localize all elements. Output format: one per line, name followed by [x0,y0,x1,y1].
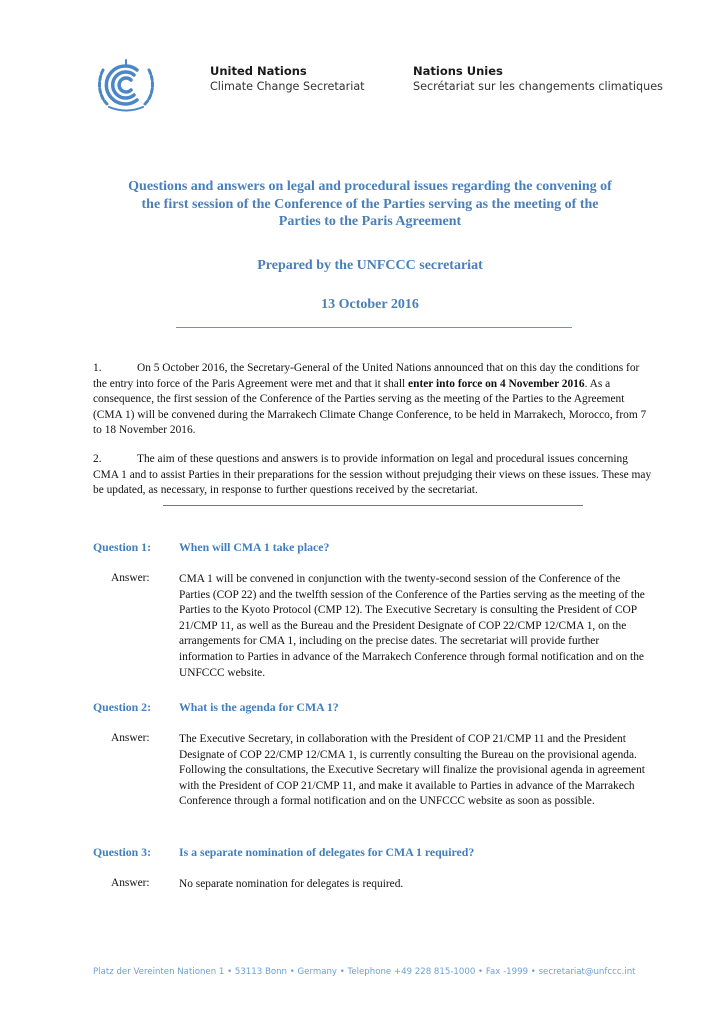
answer-1-text: CMA 1 will be convened in conjunction with the twenty-second session of the Conference of the Parties (COP 22) and the twelfth session of the Conference of the Parties serving as the meeting of the Parties to the Kyoto Protocol (CMP 12). The Executive Secretary is consulting the President of COP 21/CMP 11, as well as the Bureau and the President Designate of COP 22/CMP 12/CMA 1, on the arrangements for CMA 1, including on the precise dates. The secretariat will provide further information to Parties in advance of the Marrakech Conference through formal notification and on the UNFCCC website. [179,573,645,679]
question-text: When will CMA 1 take place? [179,540,330,554]
paragraph-1 [93,361,653,439]
question-number: Question 2: [93,700,152,714]
title-line-1: Questions and answers on legal and procedural issues regarding the convening of [128,179,612,194]
document-date: 13 October 2016 [321,296,419,312]
org-fr-name: Nations Unies [413,64,503,78]
org-french [413,63,663,95]
question-text: What is the agenda for CMA 1? [179,700,339,714]
answer-label: Answer: [111,732,150,744]
question-text: Is a separate nomination of delegates for CMA 1 required? [179,845,475,859]
title-divider [176,327,572,328]
question-2 [93,700,339,715]
paragraph-text: The aim of these questions and answers is to provide information on legal and procedural issues concerning CMA 1 and to assist Parties in their preparations for the session without prejudging their views on these issues. These may be updated, as necessary, in response to further questions received by the secretariat. [93,453,652,497]
question-1 [93,540,329,555]
answer-label: Answer: [111,572,150,584]
title-line-2: the first session of the Conference of the Parties serving as the meeting of the [141,196,599,212]
paragraph-bold-text: enter into force on 4 November 2016 [408,377,585,390]
question-number: Question 3: [93,845,152,859]
answer-2-text: The Executive Secretary, in collaboration with the President of COP 21/CMP 11 and the President Designate of COP 22/CMP 12/CMA 1, is currently consulting the Bureau on the provisional agenda. Following the consultations, the Executive Secretary will finalize the provisional agenda in agreement with the President of COP 21/CMP 11, and make it available to Parties in advance of the Marrakech Conference through a formal notification and on the UNFCCC website as soon as possible. [179,733,645,808]
title-line-3: Parties to the Paris Agreement [278,214,462,229]
answer-3-text: No separate nomination for delegates is required. [179,878,404,890]
paragraph-2 [93,452,653,499]
section-divider [163,505,583,506]
question-number: Question 1: [93,540,152,554]
unfccc-logo-icon [93,52,159,118]
org-fr-sub: Secrétariat sur les changements climatiques [413,80,663,93]
paragraph-text: . As a consequence, the first session of the Conference of the Parties serving as the meeting of the Parties to the Agreement (CMA 1) will be convened during the Marrakech Climate Change Conference, to be held in Marrakech, Morocco, from 7 to 18 November 2016. [93,377,647,437]
org-en-name: United Nations [210,64,307,78]
paragraph-text: On 5 October 2016, the Secretary-General of the United Nations announced that on this day the conditions for the entry into force of the Paris Agreement were met and that it shall [93,362,640,390]
title-block [100,178,640,313]
org-en-sub: Climate Change Secretariat [210,80,365,93]
prepared-by: Prepared by the UNFCCC secretariat [257,257,483,273]
org-english [210,63,365,95]
paragraph-number: 2. [93,453,102,465]
question-3 [93,845,474,860]
paragraph-number: 1. [93,362,102,374]
footer-address: Platz der Vereinten Nationen 1 • 53113 Bonn • Germany • Telephone +49 228 815-1000 • Fax -1999 • secretariat@unfccc.int [93,967,636,977]
answer-label: Answer: [111,877,150,889]
